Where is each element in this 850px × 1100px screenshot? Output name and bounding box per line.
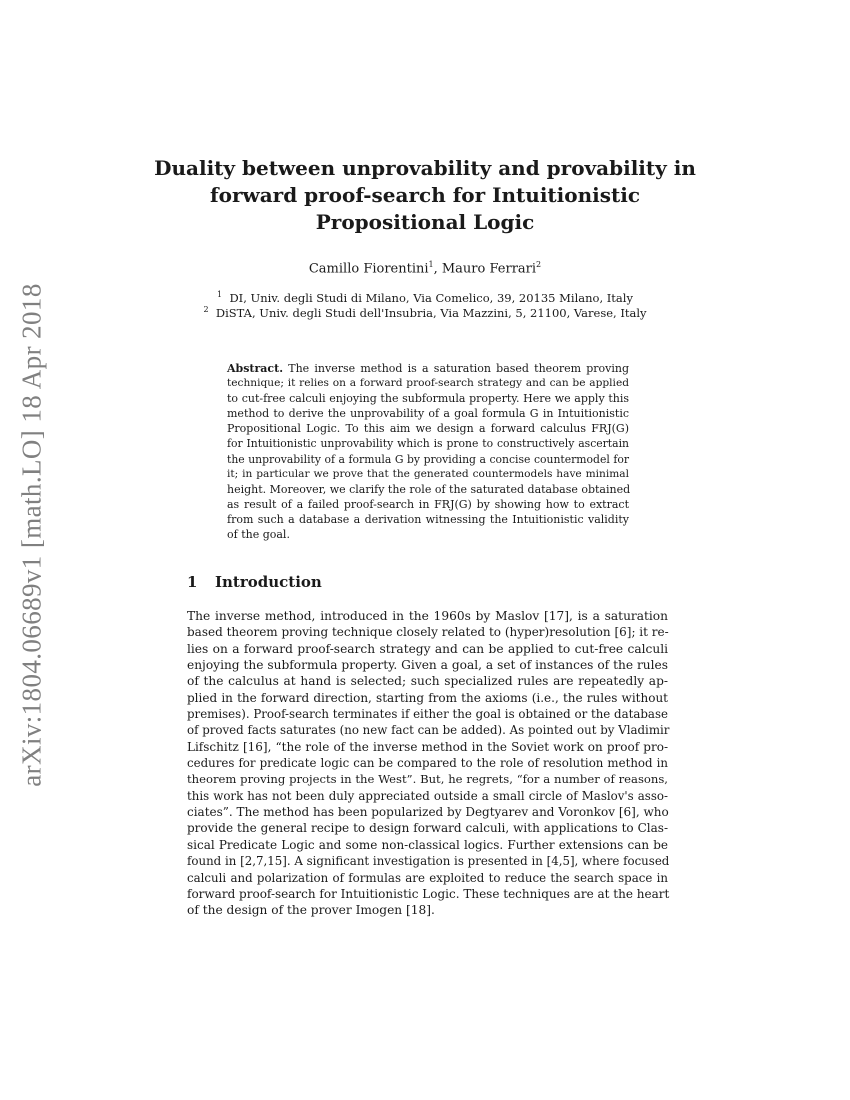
body-line: calculi and polarization of formulas are exploited to reduce the search space in [187,870,668,885]
abstract-line: for Intuitionistic unprovability which is prone to constructively ascertain [227,437,629,451]
affiliation-2 [150,305,700,320]
abstract-text: The inverse method is a saturation based theorem proving [288,362,630,375]
abstract-line: it; in particular we prove that the generated countermodels have minimal [227,467,629,480]
body-line: Lifschitz [16], “the role of the inverse method in the Soviet work on proof pro- [187,739,668,754]
abstract-line: of the goal. [227,528,290,542]
author-list [150,260,700,276]
intro-paragraph [187,608,668,919]
body-line: The inverse method, introduced in the 1960s by Maslov [17], is a saturation [187,609,668,623]
affiliation-mark: 2 [203,305,209,314]
body-line: enjoying the subformula property. Given a goal, a set of instances of the rules [187,658,668,673]
title-line: Duality between unprovability and provability in [154,156,696,180]
author-separator: , [433,261,442,277]
body-line: of the calculus at hand is selected; such specialized rules are repeatedly ap- [187,674,668,689]
body-line: lies on a forward proof-search strategy and can be applied to cut-free calculi [187,641,668,656]
section-heading [187,573,322,591]
paper-title [150,155,700,236]
abstract-line: the unprovability of a formula G by providing a concise countermodel for [227,452,629,466]
abstract-line: method to derive the unprovability of a goal formula G in Intuitionistic [227,407,629,421]
abstract-line: technique; it relies on a forward proof-search strategy and can be applied [227,377,629,390]
abstract [227,361,629,542]
body-line: of proved facts saturates (no new fact can be added). As pointed out by Vladimir [187,723,670,738]
body-line: sical Predicate Logic and some non-classical logics. Further extensions can be [187,837,668,852]
body-line: based theorem proving technique closely related to (hyper)resolution [6]; it re- [187,625,669,640]
abstract-line [227,361,629,376]
title-line: forward proof-search for Intuitionistic [210,183,640,207]
body-line: ciates”. The method has been popularized by Degtyarev and Voronkov [6], who [187,805,669,820]
abstract-line: Propositional Logic. To this aim we design a forward calculus FRJ(G) [227,422,629,436]
body-line: forward proof-search for Intuitionistic Logic. These techniques are at the heart [187,886,670,901]
affiliation-1 [150,290,700,305]
body-line: theorem proving projects in the West”. But, he regrets, “for a number of reasons, [187,772,668,787]
affiliation-text: DiSTA, Univ. degli Studi dell'Insubria, Via Mazzini, 5, 21100, Varese, Italy [215,305,647,320]
author-affil-mark: 2 [536,260,542,269]
arxiv-id: arXiv:1804.06689v1 [math.LO] 18 Apr 2018 [16,283,47,787]
body-line: provide the general recipe to design forward calculi, with applications to Clas- [187,821,668,836]
affiliation-mark: 1 [217,290,223,299]
body-line: premises). Proof-search terminates if either the goal is obtained or the database [187,707,669,722]
body-line: cedures for predicate logic can be compared to the role of resolution method in [187,756,668,771]
abstract-line: height. Moreover, we clarify the role of the saturated database obtained [227,482,631,496]
abstract-line: to cut-free calculi enjoying the subformula property. Here we apply this [227,392,629,406]
author-name: Mauro Ferrari [441,261,537,277]
author-name: Camillo Fiorentini [308,261,429,277]
section-number: 1 [187,573,198,591]
abstract-line: as result of a failed proof-search in FRJ(G) by showing how to extract [227,497,629,511]
author-affil-mark: 1 [428,260,434,269]
title-line: Propositional Logic [315,210,535,234]
abstract-label: Abstract. [227,362,284,375]
section-title: Introduction [215,573,322,591]
body-line: this work has not been duly appreciated outside a small circle of Maslov's asso- [187,788,668,803]
body-line: found in [2,7,15]. A significant investigation is presented in [4,5], where focused [187,854,670,869]
abstract-line: from such a database a derivation witnessing the Intuitionistic validity [227,512,629,526]
body-line: plied in the forward direction, starting from the axioms (i.e., the rules without [187,690,668,705]
arxiv-stamp [12,275,52,795]
affiliation-text: DI, Univ. degli Studi di Milano, Via Comelico, 39, 20135 Milano, Italy [229,290,633,305]
body-line: of the design of the prover Imogen [18]. [187,903,435,918]
